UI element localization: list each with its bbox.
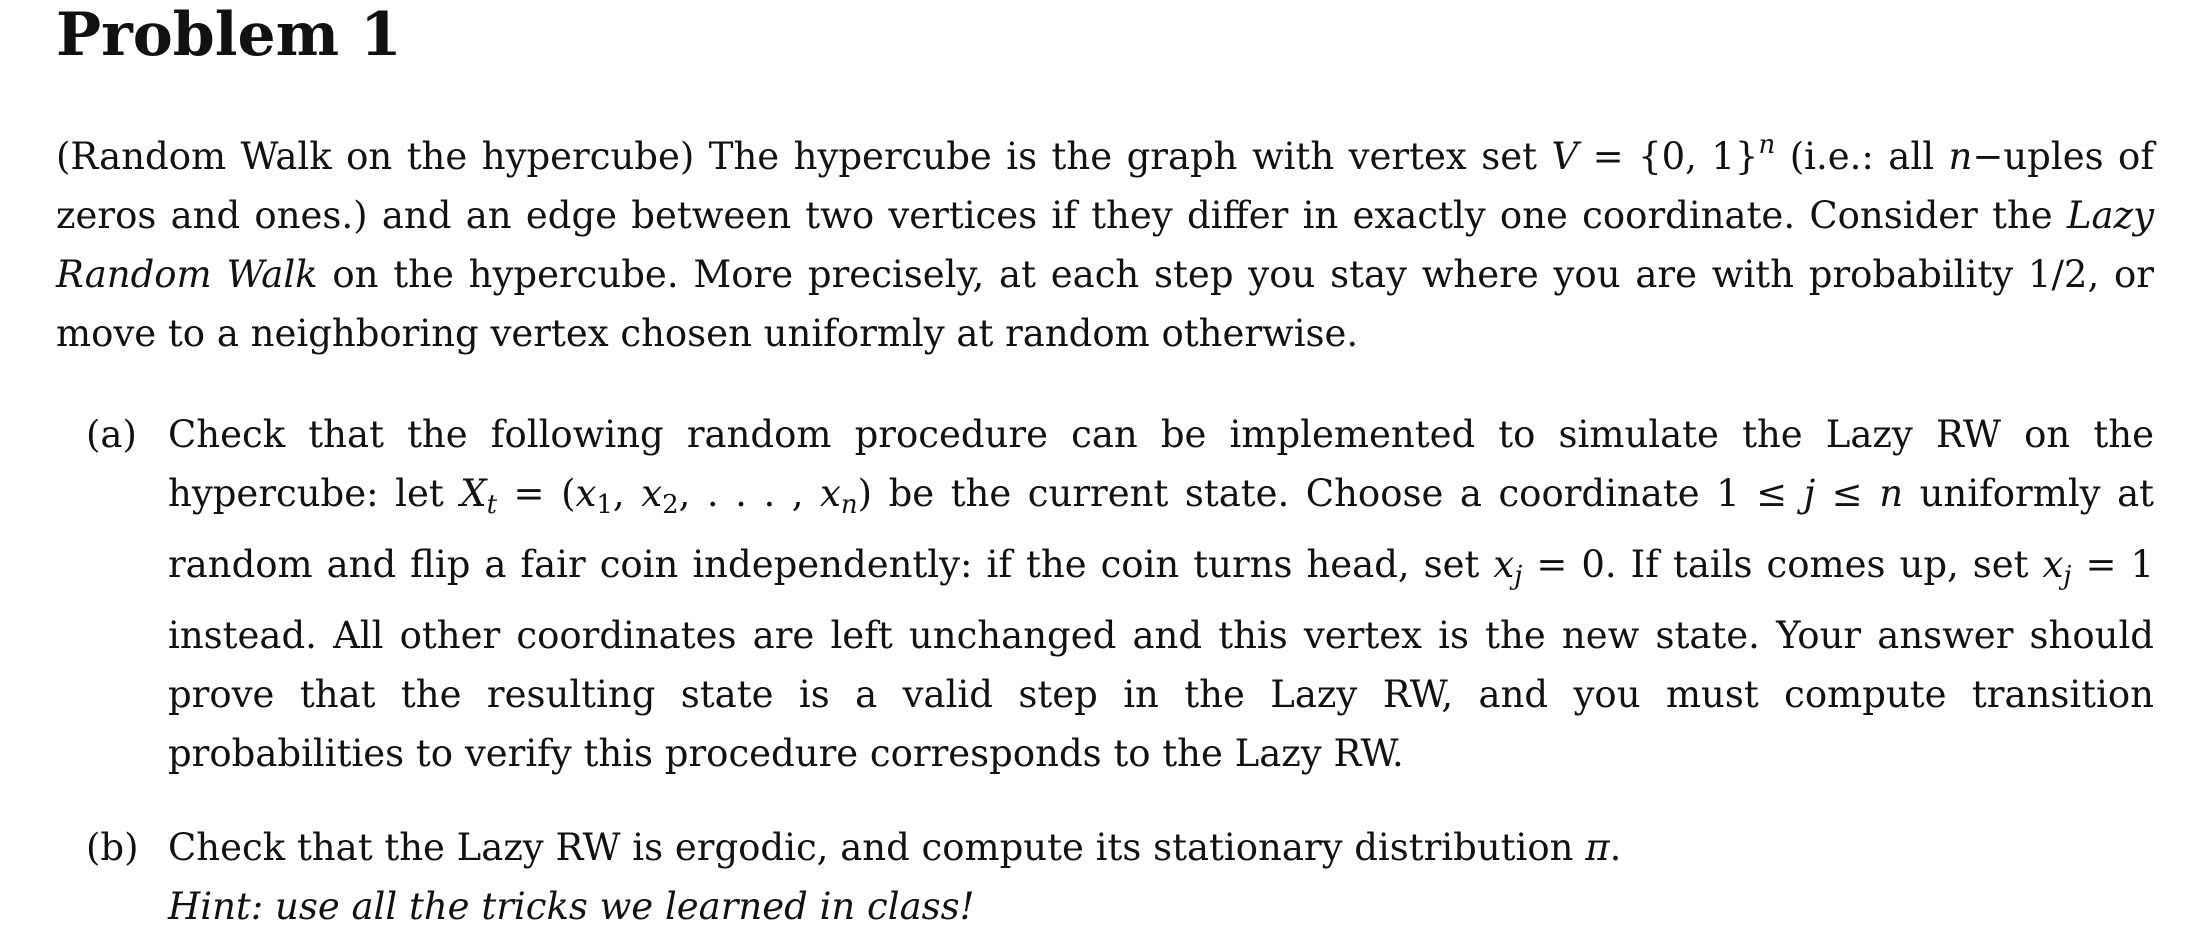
math-sup-n: n [1758,130,1776,160]
part-b-text [168,818,2154,877]
math-xn: x [820,472,841,515]
math-sub-2: 2 [662,490,679,520]
math-set: = {0, 1} [1578,135,1759,178]
hint-text: Hint: use all the tricks we learned in class! [168,885,975,928]
math-n: n [1948,135,1973,178]
problem-statement [56,116,2154,363]
math-xj-1: x [1493,543,1515,586]
lazy-random-walk-term: Lazy Random Walk [56,194,2154,296]
math-x1: x [575,472,597,515]
math-comma: , [612,472,642,515]
math-j: j [1803,472,1816,515]
math-pi: π [1585,826,1610,869]
statement-text-3: −uples of zeros and ones.) and an edge between two vertices if they differ in exactly one coordinate. Consider the [56,135,2155,237]
part-a-text-5: = 1 instead. All other coordinates are left unchanged and this vertex is the new state. Your answer should prove that the resulting state is a valid step in the Lazy RW, and you must compute transition probabilities to verify this procedure corresponds to the Lazy RW. [168,543,2154,775]
part-a-text-2: ) be the current state. Choose a coordinate 1 ≤ [857,472,1804,515]
math-dots: , . . . , [678,472,821,515]
part-b-label: (b) [86,826,139,869]
math-sub-1: 1 [596,490,613,520]
statement-text-1: (Random Walk on the hypercube) The hypercube is the graph with vertex set [56,135,1552,178]
problem-title: Problem 1 [56,0,402,70]
math-sub-t: t [486,490,498,520]
statement-text-4: on the hypercube. More precisely, at each step you stay where you are with probability 1/2, or move to a neighboring vertex chosen uniformly at random otherwise. [56,253,2154,355]
math-sub-n: n [840,490,858,520]
part-b-text-1: Check that the Lazy RW is ergodic, and compute its stationary distribution [168,826,1586,869]
math-x2: x [641,472,663,515]
part-a-label: (a) [86,413,137,456]
part-a-text [168,405,2154,783]
math-X: X [460,472,487,515]
part-a-text-3: uniformly at random and flip a fair coin independently: if the coin turns head, set [168,472,2154,586]
part-b [56,818,2154,936]
problem-page [56,0,2154,936]
math-le: ≤ [1815,472,1880,515]
math-V: V [1551,135,1579,178]
statement-text-2: (i.e.: all [1775,135,1949,178]
math-xj-2: x [2042,543,2064,586]
part-a [56,405,2154,783]
math-eq: = ( [497,472,576,515]
part-a-text-1: Check that the following random procedure can be implemented to simulate the Lazy RW on the hypercube: let [168,413,2154,515]
math-n-a: n [1879,472,1904,515]
math-sub-j-2: j [2063,561,2072,591]
part-b-period: . [1609,826,1622,869]
part-a-text-4: = 0. If tails comes up, set [1522,543,2043,586]
math-sub-j-1: j [1514,561,1523,591]
